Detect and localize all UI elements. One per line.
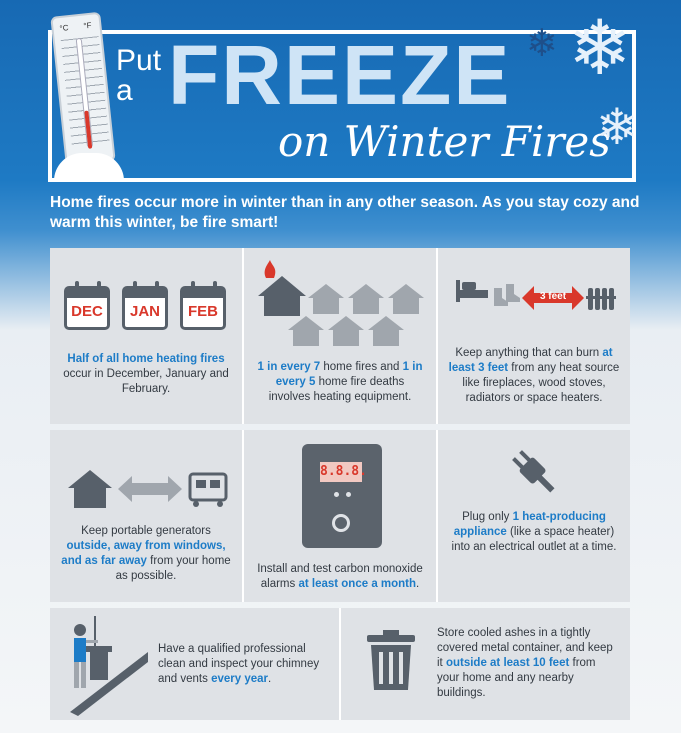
card-months [50, 248, 242, 424]
highlight-text: outside at least 10 feet [445, 657, 570, 669]
body-text: Store cooled ashes in a tightly covered metal container, and keep it [437, 627, 613, 669]
body-text: from any heat source like fireplaces, wood stoves, radiators or space heaters. [462, 362, 620, 404]
card-houses [244, 248, 436, 424]
snowflake-icon: ❄ [596, 98, 638, 156]
card-alarm-text [254, 562, 426, 592]
alarm-display: 8.8.8. [320, 462, 362, 482]
highlight-text: 1 heat-producing appliance [453, 511, 606, 538]
card-plug [438, 430, 630, 602]
intro-text: Home fires occur more in winter than in any other season. As you stay cozy and warm this winter, be fire smart! [50, 194, 640, 231]
body-text: Install and test carbon monoxide alarms [257, 563, 423, 590]
calendar-month-label: FEB [188, 303, 218, 320]
body-text: Keep portable generators [81, 525, 211, 537]
calendar-icon [64, 286, 110, 330]
title-freeze: FREEZE [168, 28, 512, 122]
body-text: home fire deaths involves heating equipment. [268, 376, 412, 403]
chimney-sweep-icon [64, 612, 154, 720]
highlight-text: at least once a month [298, 578, 417, 590]
card-distance [438, 248, 630, 424]
tips-row-3 [50, 608, 631, 720]
generator-illustration [50, 464, 242, 524]
highlight-text: outside, away from windows, and as far away [61, 540, 226, 567]
houses-icon [244, 256, 436, 356]
body-text: Keep anything that can burn [455, 347, 603, 359]
highlight-text: 1 in every 5 [275, 361, 423, 388]
body-text: Have a qualified professional clean and inspect your chimney and vents [158, 643, 320, 685]
calendar-month-label: JAN [129, 303, 160, 320]
tips-row-1 [50, 248, 631, 424]
body-text: . [416, 578, 420, 590]
trash-can-icon [363, 628, 423, 698]
arrow-distance-label: 3 feet [539, 291, 567, 302]
card-houses-text [254, 360, 426, 405]
title-put-a: Put a [116, 44, 162, 107]
calendar-icon [122, 286, 168, 330]
tips-row-2 [50, 430, 631, 602]
card-chimney [50, 608, 339, 720]
highlight-text: 1 in every 7 [257, 361, 321, 373]
calendar-icon [180, 286, 226, 330]
house-icon [68, 470, 112, 508]
title-subtitle: on Winter Fires [278, 117, 611, 166]
thermometer-celsius-label: °C [59, 23, 69, 34]
plug-icon [504, 442, 564, 502]
header-banner [48, 3, 638, 180]
card-chimney-text [158, 642, 329, 687]
card-ashes [341, 608, 630, 720]
body-text: from your home and any nearby buildings. [437, 657, 596, 699]
body-text: (like a space heater) into an electrical outlet at a time. [451, 526, 617, 553]
socks-icon [494, 284, 520, 306]
card-months-text [60, 352, 232, 397]
snowflake-icon: ❄ [526, 21, 558, 65]
highlight-text: at least 3 feet [448, 347, 613, 374]
calendar-month-label: DEC [71, 303, 103, 320]
body-text: from your home as possible. [115, 555, 231, 582]
body-text: Plug only [462, 511, 513, 523]
co-alarm-icon [302, 444, 382, 548]
card-distance-text [448, 346, 620, 406]
card-plug-text [448, 510, 620, 555]
body-text: . [268, 673, 272, 685]
thermometer-fahrenheit-label: °F [82, 20, 92, 31]
card-generator-text [60, 524, 232, 584]
card-generator [50, 430, 242, 602]
card-alarm [244, 430, 436, 602]
double-arrow-icon [118, 476, 182, 502]
highlight-text: every year [211, 673, 268, 685]
highlight-text: Half of all home heating fires [67, 353, 225, 365]
snowflake-icon: ❄ [568, 3, 632, 92]
bed-icon [456, 280, 488, 302]
body-text: home fires and [320, 361, 403, 373]
body-text: occur in December, January and February. [63, 368, 229, 395]
radiator-icon [586, 288, 616, 310]
card-ashes-text [437, 626, 620, 701]
generator-icon [190, 474, 226, 507]
